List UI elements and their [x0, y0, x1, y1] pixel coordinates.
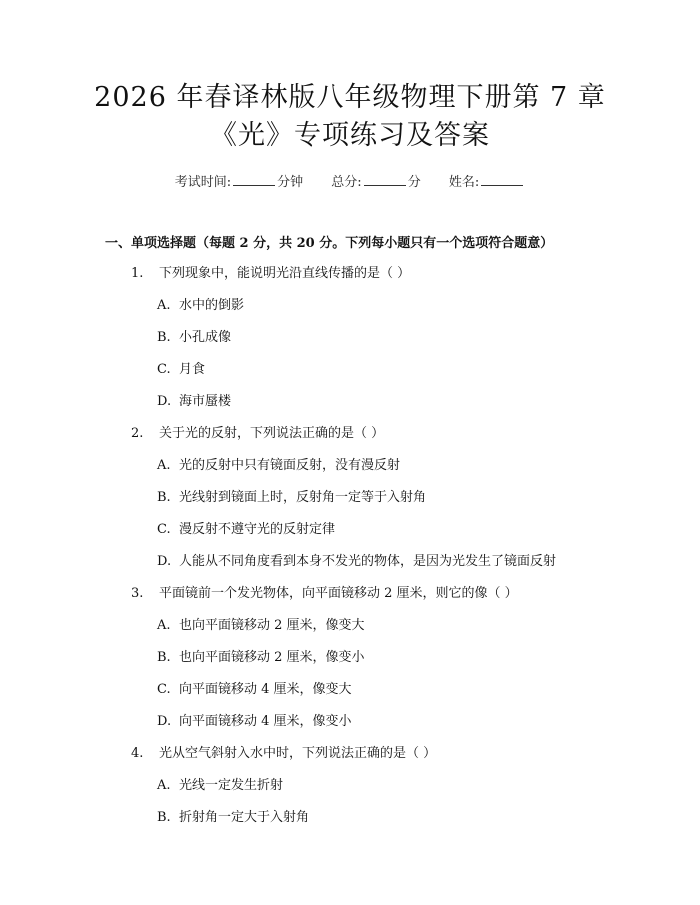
option-text: 漫反射不遵守光的反射定律 — [179, 522, 336, 537]
question-1-option-a — [157, 294, 244, 313]
question-2-option-a — [157, 454, 400, 473]
option-text: 光的反射中只有镜面反射，没有漫反射 — [179, 458, 401, 473]
question-3 — [131, 582, 518, 601]
total-score-label: 总分: — [331, 175, 362, 190]
question-number: 3. — [131, 586, 144, 601]
question-2-option-b — [157, 486, 426, 505]
question-number: 1. — [131, 266, 144, 281]
question-1-option-d — [157, 390, 231, 409]
option-letter: C. — [157, 362, 171, 377]
option-letter: C. — [157, 682, 171, 697]
option-letter: B. — [157, 330, 171, 345]
option-text: 也向平面镜移动 2 厘米，像变大 — [179, 618, 365, 633]
question-3-option-b — [157, 646, 365, 665]
student-name — [449, 171, 525, 190]
option-letter: D. — [157, 714, 172, 729]
option-letter: D. — [157, 394, 172, 409]
question-1 — [131, 262, 410, 281]
total-score-unit: 分 — [407, 175, 421, 190]
option-letter: B. — [157, 490, 171, 505]
option-text: 向平面镜移动 4 厘米，像变大 — [179, 682, 352, 697]
option-letter: A. — [157, 618, 171, 633]
option-letter: A. — [157, 458, 171, 473]
exam-time-label: 考试时间: — [174, 175, 232, 190]
option-letter: B. — [157, 810, 171, 825]
question-4 — [131, 742, 436, 761]
exam-time-unit: 分钟 — [277, 175, 304, 190]
question-3-option-c — [157, 678, 352, 697]
exam-time — [175, 171, 303, 190]
question-text: 下列现象中，能说明光沿直线传播的是（ ） — [159, 266, 411, 281]
option-letter: B. — [157, 650, 171, 665]
question-text: 关于光的反射，下列说法正确的是（ ） — [159, 426, 385, 441]
option-text: 小孔成像 — [179, 330, 232, 345]
student-name-label: 姓名: — [448, 175, 480, 190]
question-2 — [131, 422, 384, 441]
student-name-blank — [481, 175, 523, 186]
option-text: 也向平面镜移动 2 厘米，像变小 — [179, 650, 365, 665]
exam-meta — [0, 171, 700, 190]
question-text: 光从空气斜射入水中时，下列说法正确的是（ ） — [159, 746, 437, 761]
section-heading: 一、单项选择题（每题 2 分，共 20 分。下列每小题只有一个选项符合题意） — [105, 236, 554, 251]
question-2-option-d — [157, 550, 556, 569]
question-2-option-c — [157, 518, 335, 537]
question-text: 平面镜前一个发光物体，向平面镜移动 2 厘米，则它的像（ ） — [159, 586, 518, 601]
question-4-option-b — [157, 806, 309, 825]
question-3-option-d — [157, 710, 352, 729]
option-text: 折射角一定大于入射角 — [179, 810, 310, 825]
option-text: 人能从不同角度看到本身不发光的物体，是因为光发生了镜面反射 — [179, 554, 557, 569]
question-number: 2. — [131, 426, 144, 441]
option-text: 光线射到镜面上时，反射角一定等于入射角 — [179, 490, 427, 505]
total-score — [331, 171, 420, 190]
option-letter: D. — [157, 554, 172, 569]
exam-time-blank — [233, 175, 275, 186]
question-4-option-a — [157, 774, 283, 793]
page-title-line1: 2026 年春译林版八年级物理下册第 7 章 — [94, 82, 606, 113]
option-text: 向平面镜移动 4 厘米，像变小 — [179, 714, 352, 729]
option-letter: A. — [157, 778, 171, 793]
question-1-option-b — [157, 326, 231, 345]
question-1-option-c — [157, 358, 205, 377]
total-score-blank — [364, 175, 406, 186]
question-3-option-a — [157, 614, 365, 633]
question-number: 4. — [131, 746, 144, 761]
option-text: 月食 — [179, 362, 206, 377]
option-text: 水中的倒影 — [179, 298, 245, 313]
option-letter: A. — [157, 298, 171, 313]
option-text: 光线一定发生折射 — [179, 778, 284, 793]
option-text: 海市蜃楼 — [179, 394, 232, 409]
page-title-line2: 《光》专项练习及答案 — [210, 120, 490, 151]
option-letter: C. — [157, 522, 171, 537]
